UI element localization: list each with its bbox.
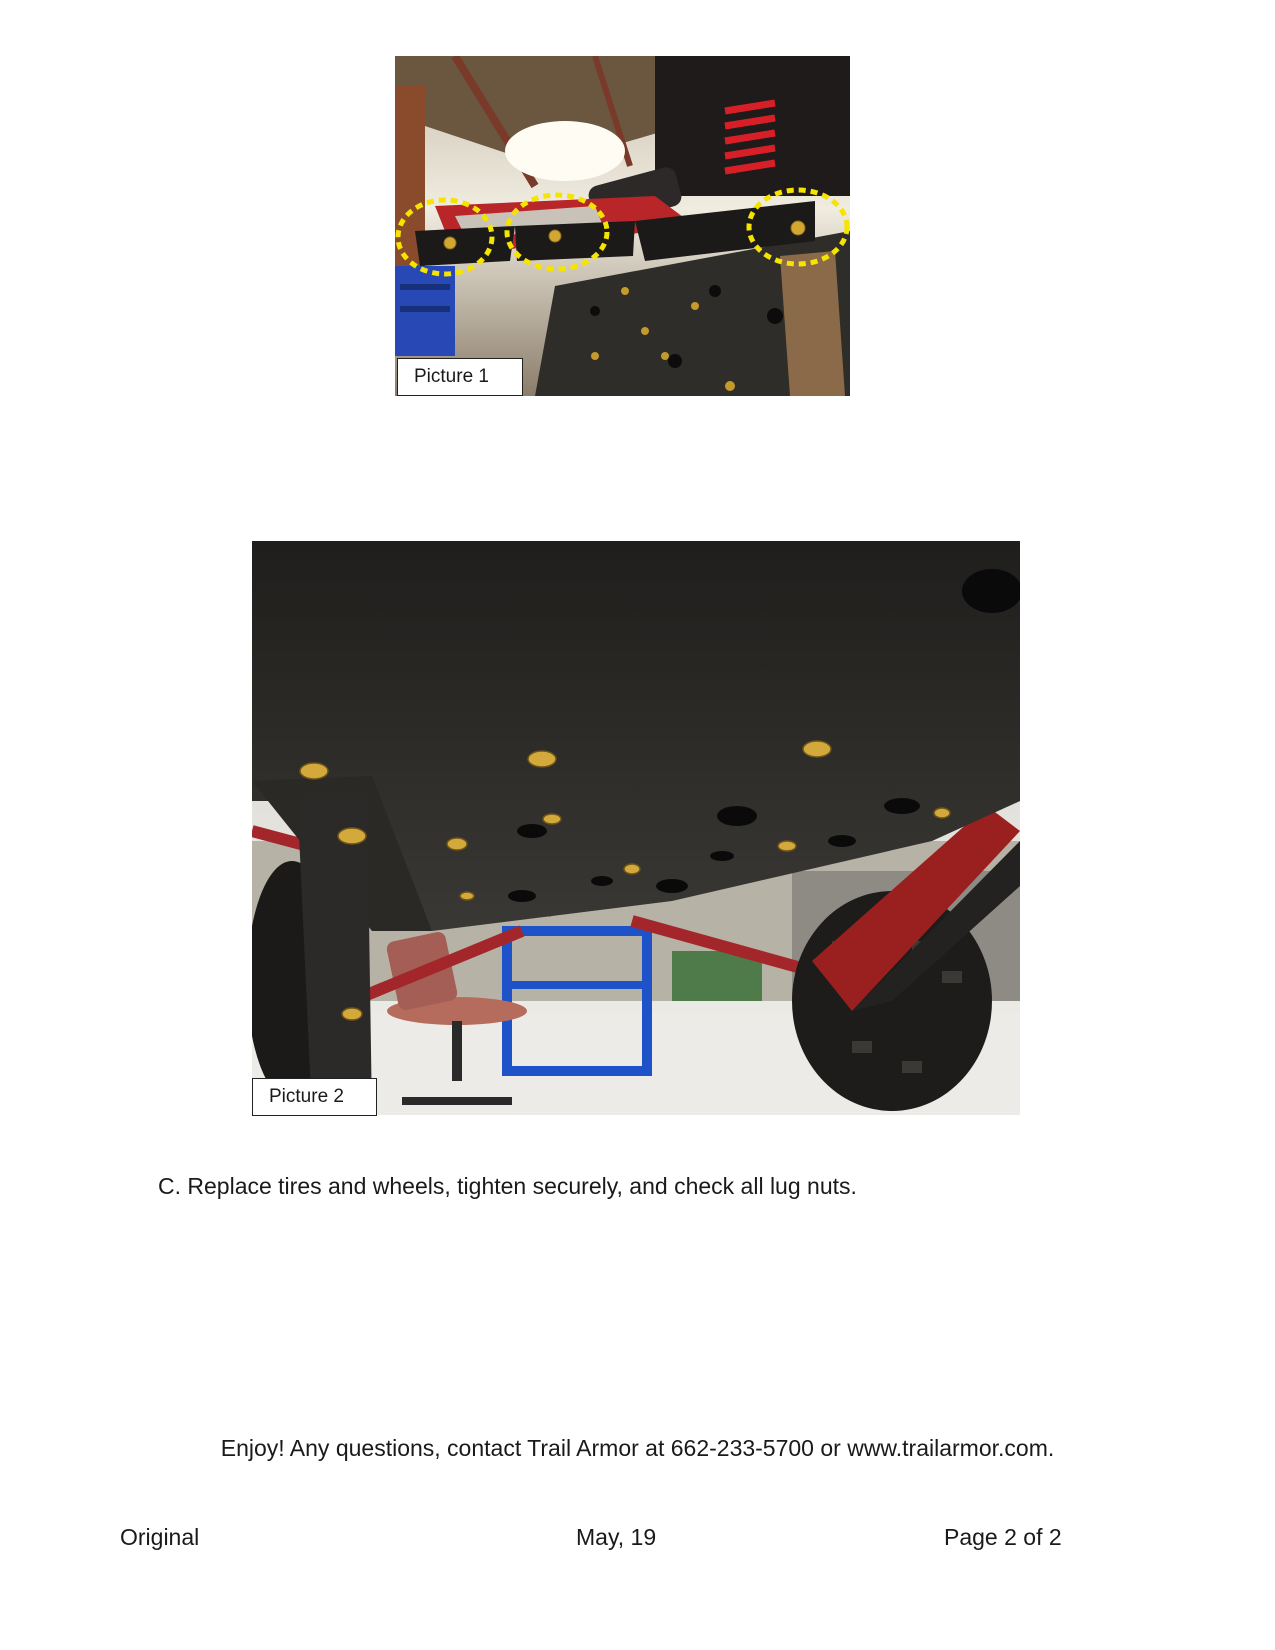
contact-line: Enjoy! Any questions, contact Trail Armor at 662-233-5700 or www.trailarmor.com. xyxy=(220,1435,1055,1461)
picture-2-caption: Picture 2 xyxy=(252,1078,377,1116)
photo-1 xyxy=(395,56,850,396)
picture-1-caption: Picture 1 xyxy=(397,358,523,396)
footer-page-number: Page 2 of 2 xyxy=(944,1524,1062,1550)
footer-revision: Original xyxy=(120,1524,200,1550)
footer-date: May, 19 xyxy=(576,1524,657,1550)
instruction-step-c: C. Replace tires and wheels, tighten securely, and check all lug nuts. xyxy=(158,1173,857,1199)
photo-2 xyxy=(252,541,1020,1115)
photo-2-image xyxy=(252,541,1020,1115)
photo-1-image xyxy=(395,56,850,396)
